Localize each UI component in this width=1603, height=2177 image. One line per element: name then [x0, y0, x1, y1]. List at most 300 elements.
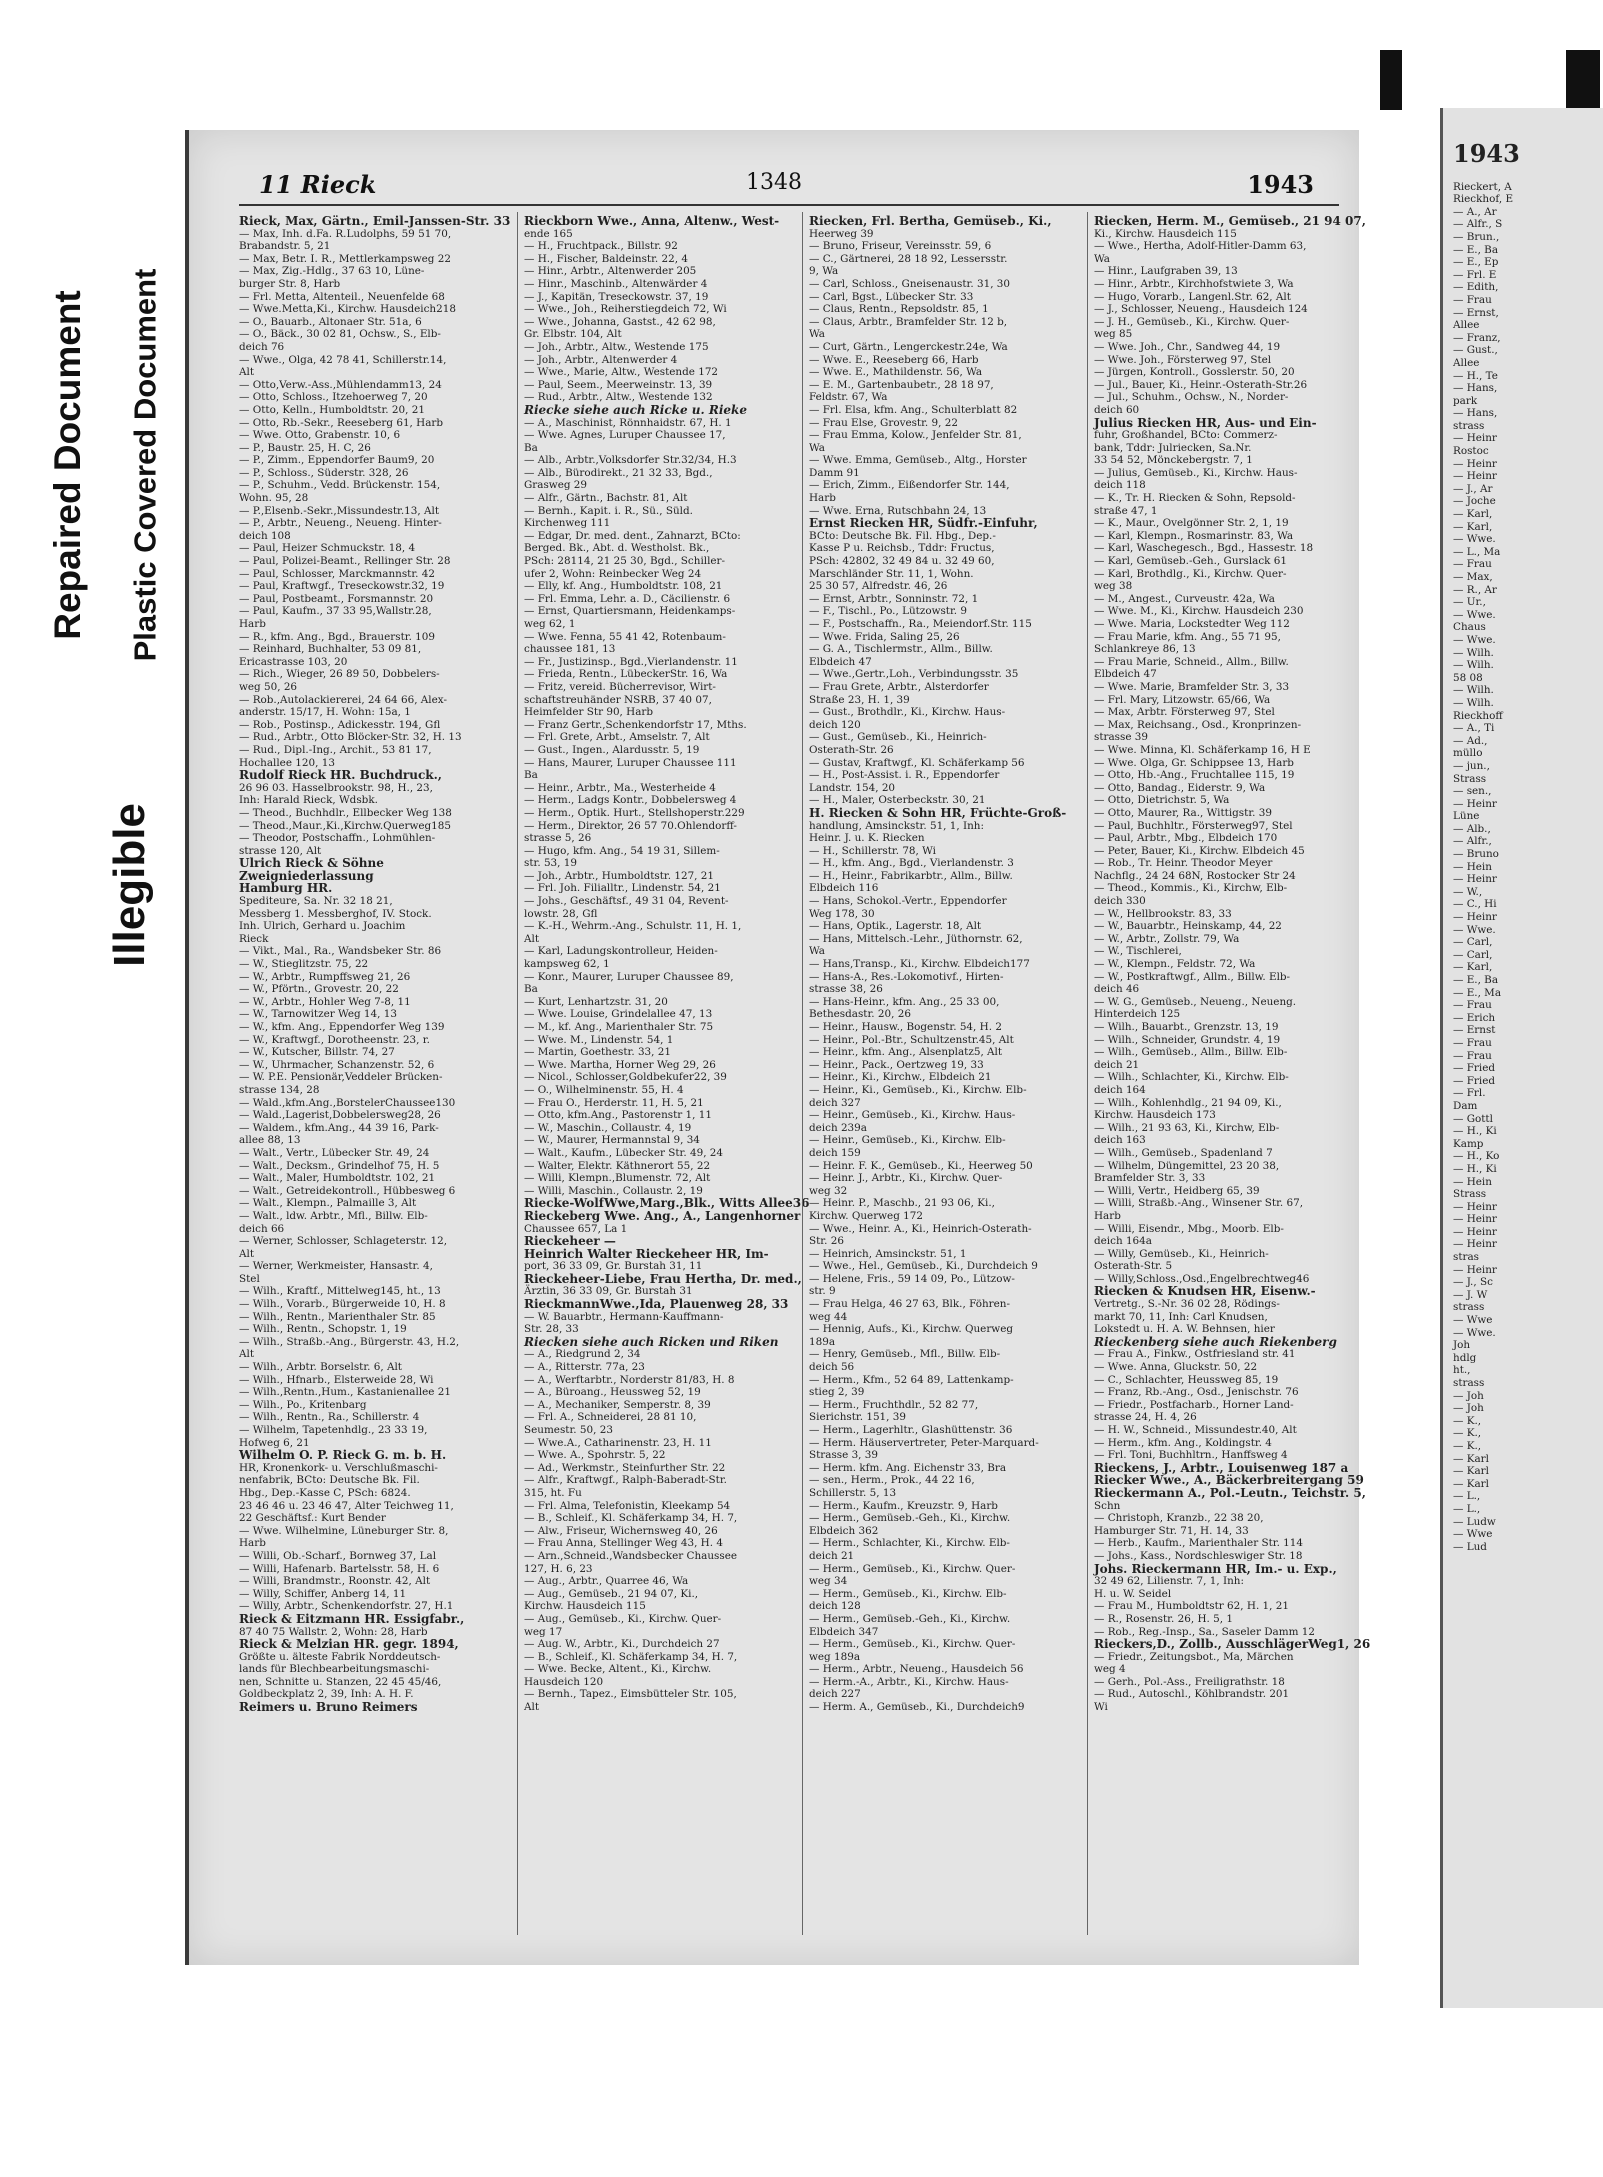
- directory-entry-line: — Wwe. M., Lindenstr. 54, 1: [524, 1033, 674, 1046]
- directory-entry-line: Ba: [524, 769, 538, 782]
- directory-entry-line: Heinr. J. u. K. Riecken: [809, 832, 925, 845]
- directory-entry-line: Rudolf Rieck HR. Buchdruck.,: [239, 768, 442, 783]
- adjacent-entry-line: — Lud: [1453, 1540, 1487, 1553]
- adjacent-entry-line: Strass: [1453, 1188, 1487, 1201]
- directory-entry-line: — Willi, Maschin., Collaustr. 2, 19: [524, 1184, 703, 1197]
- directory-entry-line: — Wilh., Straßb.-Ang., Bürgerstr. 43, H.2,: [239, 1335, 460, 1348]
- directory-entry-line: PSch: 28114, 21 25 30, Bgd., Schiller-: [524, 555, 726, 568]
- directory-entry-line: — Herm., Gemüseb., Ki., Kirchw. Quer-: [809, 1638, 1016, 1651]
- directory-entry-line: — Aug., Gemüseb., Ki., Kirchw. Quer-: [524, 1612, 722, 1625]
- column-separator: [517, 212, 518, 1935]
- adjacent-entry-line: — Heinr: [1453, 1213, 1497, 1226]
- directory-entry-line: — Paul, Polizei-Beamt., Rellinger Str. 28: [239, 555, 451, 568]
- directory-entry-line: — Karl, Brothdlg., Ki., Kirchw. Quer-: [1094, 567, 1287, 580]
- directory-entry-line: — P.,Elsenb.-Sekr.,Missundestr.13, Alt: [239, 504, 440, 517]
- directory-entry-line: — Helene, Fris., 59 14 09, Po., Lützow-: [809, 1272, 1015, 1285]
- adjacent-entry-line: Lüne: [1453, 810, 1480, 823]
- directory-entry-line: — A., Werftarbtr., Norderstr 81/83, H. 8: [524, 1373, 735, 1386]
- adjacent-entry-line: — Ludw: [1453, 1515, 1496, 1528]
- directory-entry-line: — Hinr., Arbtr., Kirchhofstwiete 3, Wa: [1094, 277, 1294, 290]
- directory-entry-line: — W., Arbtr., Hohler Weg 7-8, 11: [239, 995, 411, 1008]
- directory-entry-line: — Friedr., Zeitungsbot., Ma, Märchen: [1094, 1650, 1294, 1663]
- adjacent-entry-line: — L., Ma: [1453, 545, 1501, 558]
- directory-entry-line: Wa: [1094, 252, 1110, 265]
- directory-entry-line: — P., Baustr. 25, H. C, 26: [239, 441, 371, 454]
- directory-entry-line: deich 330: [1094, 895, 1146, 908]
- top-right-black-bar-2: [1566, 50, 1600, 112]
- adjacent-entry-line: — Heinr: [1453, 1238, 1497, 1251]
- directory-entry-line: — Johs., Geschäftsf., 49 31 04, Revent-: [524, 895, 729, 908]
- adjacent-entry-line: — Ernst,: [1453, 306, 1499, 319]
- directory-entry-line: — W., Bauarbtr., Heinskamp, 44, 22: [1094, 920, 1282, 933]
- adjacent-entry-line: — J., Ar: [1453, 482, 1493, 495]
- directory-entry-line: — Wwe. E., Mathildenstr. 56, Wa: [809, 366, 983, 379]
- directory-entry-line: Wi: [1094, 1701, 1108, 1714]
- directory-entry-line: — R., Rosenstr. 26, H. 5, 1: [1094, 1612, 1233, 1625]
- directory-entry-line: — Paul, Kraftwgf., Treseckowstr.32, 19: [239, 580, 445, 593]
- directory-entry-line: — Frau Helga, 46 27 63, Blk., Föhren-: [809, 1298, 1010, 1311]
- directory-entry-line: allee 88, 13: [239, 1134, 301, 1147]
- directory-entry-line: — Aug. W., Arbtr., Ki., Durchdeich 27: [524, 1638, 720, 1651]
- directory-entry-line: — Gerh., Pol.-Ass., Freiligrathstr. 18: [1094, 1675, 1285, 1688]
- adjacent-entry-line: — Alfr., S: [1453, 218, 1503, 231]
- adjacent-entry-line: — A., Ar: [1453, 205, 1497, 218]
- directory-entry-line: — Reinhard, Buchhalter, 53 09 81,: [239, 643, 422, 656]
- adjacent-entry-line: — Heinr: [1453, 1225, 1497, 1238]
- directory-entry-line: 33 54 52, Mönckebergstr. 7, 1: [1094, 454, 1253, 467]
- directory-entry-line: — O., Bäck., 30 02 81, Ochsw., S., Elb-: [239, 328, 441, 341]
- directory-entry-line: — M., kf. Ang., Marienthaler Str. 75: [524, 1021, 714, 1033]
- directory-entry-line: — P., Schloss., Süderstr. 328, 26: [239, 466, 409, 479]
- column-separator: [1087, 212, 1088, 1935]
- adjacent-entry-line: — Wilh.: [1453, 646, 1494, 659]
- directory-entry-line: Harb: [809, 492, 836, 505]
- directory-entry-line: — Rich., Wieger, 26 89 50, Dobbelers-: [239, 668, 440, 681]
- directory-entry-line: — Wwe. Otto, Grabenstr. 10, 6: [239, 429, 401, 442]
- directory-entry-line: — Wwe., Johanna, Gastst., 42 62 98,: [524, 315, 716, 328]
- directory-entry-line: — Joh., Arbtr., Humboldtstr. 127, 21: [524, 869, 715, 882]
- directory-entry-line: — Herm., Gemüseb.-Geh., Ki., Kirchw.: [809, 1612, 1011, 1625]
- directory-entry-line: — J., Kapitän, Treseckowstr. 37, 19: [524, 290, 709, 303]
- directory-entry-line: Wa: [809, 328, 825, 341]
- directory-entry-line: stieg 2, 39: [809, 1386, 865, 1399]
- page-header-left: 11 Rieck: [259, 170, 377, 199]
- directory-entry-line: — Otto, Schloss., Itzehoerweg 7, 20: [239, 391, 428, 404]
- directory-entry-line: deich 239a: [809, 1121, 867, 1134]
- directory-entry-line: — Hans, Optik., Lagerstr. 18, Alt: [809, 920, 982, 933]
- directory-entry-line: — Wwe. Olga, Gr. Schippsee 13, Harb: [1094, 756, 1294, 769]
- directory-entry-line: — Herm., Gemüseb., Ki., Kirchw. Quer-: [809, 1562, 1016, 1575]
- directory-entry-line: — H., kfm. Ang., Bgd., Vierlandenstr. 3: [809, 857, 1014, 870]
- adjacent-entry-line: — Heinr: [1453, 1200, 1497, 1213]
- directory-entry-line: — Willi, Straßb.-Ang., Winsener Str. 67,: [1094, 1197, 1304, 1210]
- directory-entry-line: — Paul, Schlosser, Marckmannstr. 42: [239, 567, 435, 580]
- directory-entry-line: — W., Postkraftwgf., Allm., Billw. Elb-: [1094, 970, 1291, 983]
- adjacent-entry-line: Dam: [1453, 1099, 1478, 1112]
- directory-entry-line: — Friedr., Postfacharb., Horner Land-: [1094, 1398, 1294, 1411]
- directory-entry-line: H. Riecken & Sohn HR, Früchte-Groß-: [809, 805, 1067, 820]
- directory-entry-line: — Wilh., Kraftf., Mittelweg145, ht., 13: [239, 1285, 441, 1298]
- directory-entry-line: — Walt., Decksm., Grindelhof 75, H. 5: [239, 1159, 440, 1172]
- directory-entry-line: Str. 28, 33: [524, 1323, 579, 1336]
- adjacent-page: [1440, 108, 1603, 2008]
- directory-entry-line: — Erich, Zimm., Eißendorfer Str. 144,: [809, 479, 1010, 492]
- directory-entry-line: Stel: [239, 1272, 260, 1285]
- directory-entry-line: Riecken, Frl. Bertha, Gemüseb., Ki.,: [809, 214, 1052, 228]
- adjacent-entry-line: — Joh: [1453, 1389, 1484, 1402]
- directory-entry-line: — Paul, Kaufm., 37 33 95,Wallstr.28,: [239, 605, 432, 618]
- directory-entry-line: kampsweg 62, 1: [524, 958, 610, 971]
- adjacent-entry-line: 58 08: [1453, 671, 1483, 684]
- directory-entry-line: — Heinr., kfm. Ang., Alsenplatz5, Alt: [809, 1046, 1003, 1059]
- directory-entry-line: — Karl, Klempn., Rosmarinstr. 83, Wa: [1094, 529, 1294, 542]
- directory-entry-line: — Karl, Waschegesch., Bgd., Hassestr. 18: [1094, 542, 1314, 555]
- directory-entry-line: — Herm., Optik. Hurt., Stellshoperstr.229: [524, 806, 745, 819]
- directory-entry-line: Ba: [524, 441, 538, 454]
- directory-entry-line: 127, H. 6, 23: [524, 1562, 593, 1575]
- adjacent-entry-line: — E., Ba: [1453, 243, 1499, 256]
- directory-entry-line: handlung, Amsinckstr. 51, 1, Inh:: [809, 819, 984, 832]
- directory-entry-line: — Wwe. Louise, Grindelallee 47, 13: [524, 1008, 713, 1021]
- directory-entry-line: Heerweg 39: [809, 227, 874, 240]
- directory-entry-line: Hausdeich 120: [524, 1675, 604, 1688]
- directory-entry-line: — Herm., Direktor, 26 57 70.Ohlendorff-: [524, 819, 737, 832]
- directory-entry-line: Osterath-Str. 26: [809, 743, 894, 756]
- adjacent-entry-line: — L.,: [1453, 1502, 1481, 1515]
- directory-entry-line: Brabandstr. 5, 21: [239, 240, 331, 253]
- directory-entry-line: chaussee 181, 13: [524, 643, 616, 656]
- adjacent-entry-line: — E., Ma: [1453, 986, 1502, 999]
- adjacent-entry-line: hdlg: [1453, 1351, 1477, 1364]
- directory-entry-line: — Fritz, vereid. Bücherrevisor, Wirt-: [524, 680, 716, 693]
- directory-entry-line: Julius Riecken HR, Aus- und Ein-: [1094, 415, 1317, 430]
- directory-entry-line: — Herm., Arbtr., Neueng., Hausdeich 56: [809, 1663, 1024, 1676]
- directory-entry-line: — Frau Marie, kfm. Ang., 55 71 95,: [1094, 630, 1281, 643]
- directory-entry-line: weg 62, 1: [524, 618, 576, 630]
- adjacent-entry-line: — Heinr: [1453, 873, 1497, 886]
- adjacent-entry-line: — Fried: [1453, 1062, 1495, 1075]
- directory-entry-line: — Wwe. Fenna, 55 41 42, Rotenbaum-: [524, 630, 726, 643]
- adjacent-entry-line: — Gust.,: [1453, 344, 1498, 357]
- directory-entry-line: — Hugo, Vorarb., Langenl.Str. 62, Alt: [1094, 290, 1291, 303]
- directory-entry-line: Wilhelm O. P. Rieck G. m. b. H.: [239, 1448, 447, 1463]
- directory-entry-line: — Frau O., Herderstr. 11, H. 5, 21: [524, 1096, 704, 1109]
- directory-entry-line: — Hugo, kfm. Ang., 54 19 31, Sillem-: [524, 844, 720, 857]
- directory-entry-line: Gr. Elbstr. 104, Alt: [524, 328, 622, 341]
- directory-entry-line: — Wilhelm, Düngemittel, 23 20 38,: [1094, 1159, 1280, 1172]
- directory-entry-line: — A., Ritterstr. 77a, 23: [524, 1361, 645, 1374]
- adjacent-entry-line: — C., Hi: [1453, 898, 1497, 911]
- adjacent-entry-line: — W.,: [1453, 885, 1483, 898]
- directory-entry-line: — Herm., Ladgs Kontr., Dobbelersweg 4: [524, 794, 737, 807]
- directory-entry-line: Rieckeheer-Liebe, Frau Hertha, Dr. med.,: [524, 1271, 802, 1286]
- directory-entry-line: — Franz Gertr.,Schenkendorfstr 17, Mths.: [524, 718, 747, 731]
- adjacent-entry-line: Chaus: [1453, 621, 1486, 634]
- directory-entry-line: — Johs., Kass., Nordschleswiger Str. 18: [1094, 1549, 1303, 1562]
- directory-entry-line: — G. A., Tischlermstr., Allm., Billw.: [809, 643, 993, 656]
- directory-entry-line: — Theod., Buchhdlr., Ellbecker Weg 138: [239, 806, 452, 819]
- directory-entry-line: Elbdeich 47: [809, 655, 872, 668]
- directory-entry-line: H. u. W. Seidel: [1094, 1587, 1172, 1600]
- directory-entry-line: deich 60: [1094, 403, 1140, 416]
- header-rule: [239, 204, 1339, 206]
- adjacent-entry-line: Allee: [1453, 356, 1480, 369]
- directory-entry-line: — Nicol., Schlosser,Goldbekufer22, 39: [524, 1071, 727, 1084]
- adjacent-entry-line: — Frau: [1453, 1049, 1492, 1062]
- directory-entry-line: — Willy, Schiffer, Anberg 14, 11: [239, 1587, 407, 1600]
- directory-entry-line: — Theodor, Postschaffn., Lohmühlen-: [239, 832, 436, 845]
- directory-entry-line: deich 118: [1094, 479, 1146, 492]
- directory-entry-line: Osterath-Str. 5: [1094, 1260, 1173, 1273]
- directory-entry-line: — Heinr., Gemüseb., Ki., Kirchw. Haus-: [809, 1109, 1016, 1122]
- directory-entry-line: — Bruno, Friseur, Vereinsstr. 59, 6: [809, 240, 992, 253]
- directory-entry-line: lands für Blechbearbeitungsmaschi-: [239, 1663, 430, 1676]
- directory-entry-line: — Herm. A., Gemüseb., Ki., Durchdeich9: [809, 1701, 1025, 1714]
- directory-entry-line: — Jul., Schuhm., Ochsw., N., Norder-: [1094, 391, 1289, 404]
- directory-entry-line: Hofweg 6, 21: [239, 1436, 310, 1449]
- adjacent-entry-line: — Hein: [1453, 860, 1492, 873]
- directory-entry-line: — Wald.,Lagerist,Dobbelersweg28, 26: [239, 1109, 441, 1122]
- directory-entry-line: — Hans,Transp., Ki., Kirchw. Elbdeich177: [809, 958, 1030, 971]
- directory-entry-line: — Rud., Dipl.-Ing., Archit., 53 81 17,: [239, 743, 432, 756]
- directory-entry-line: — Herm. Häuservertreter, Peter-Marquard-: [809, 1436, 1039, 1449]
- directory-entry-line: — Kurt, Lenhartzstr. 31, 20: [524, 995, 668, 1008]
- directory-entry-line: — Wilh., Hfnarb., Elsterweide 28, Wi: [239, 1373, 434, 1386]
- directory-entry-line: — Carl, Bgst., Lübecker Str. 33: [809, 290, 974, 303]
- directory-entry-line: Rieckeberg Wwe. Ang., A., Langenhorner: [524, 1208, 801, 1223]
- directory-entry-line: deich 227: [809, 1688, 861, 1701]
- directory-entry-line: Riecken siehe auch Ricken und Riken: [524, 1334, 779, 1349]
- directory-entry-line: Rieck & Eitzmann HR. Essigfabr.,: [239, 1611, 465, 1626]
- adjacent-entry-line: — Heinr: [1453, 911, 1497, 924]
- directory-entry-line: 315, ht. Fu: [524, 1486, 582, 1499]
- directory-entry-line: Alt: [239, 366, 255, 379]
- directory-entry-line: weg 38: [1094, 580, 1133, 593]
- directory-entry-line: — Martin, Goethestr. 33, 21: [524, 1046, 672, 1059]
- directory-entry-line: Elbdeich 362: [809, 1524, 879, 1537]
- directory-entry-line: — A., Riedgrund 2, 34: [524, 1348, 641, 1361]
- adjacent-entry-line: — Frau: [1453, 999, 1492, 1012]
- directory-entry-line: — Frl. A., Schneiderei, 28 81 10,: [524, 1411, 697, 1424]
- directory-entry-line: — Konr., Maurer, Luruper Chaussee 89,: [524, 970, 734, 983]
- directory-entry-line: — Fr., Justizinsp., Bgd.,Vierlandenstr. 11: [524, 655, 738, 668]
- directory-entry-line: — Alb., Bürodirekt., 21 32 33, Bgd.,: [524, 466, 713, 479]
- directory-entry-line: — Heinr. P., Maschb., 21 93 06, Ki.,: [809, 1197, 995, 1210]
- directory-entry-line: — Arn.,Schneid.,Wandsbecker Chaussee: [524, 1549, 737, 1562]
- directory-entry-line: Rieckermann A., Pol.-Leutn., Teichstr. 5,: [1094, 1485, 1366, 1500]
- adjacent-entry-line: — Frl.: [1453, 1087, 1486, 1100]
- directory-entry-line: Hinterdeich 125: [1094, 1008, 1181, 1021]
- directory-entry-line: — Max, Inh. d.Fa. R.Ludolphs, 59 51 70,: [239, 227, 452, 240]
- directory-entry-line: — Hinr., Maschinb., Altenwärder 4: [524, 277, 708, 290]
- directory-entry-line: Straße 23, H. 1, 39: [809, 693, 910, 706]
- adjacent-entry-line: — R., Ar: [1453, 583, 1497, 596]
- directory-entry-line: Alt: [239, 1348, 255, 1361]
- directory-entry-line: — Wwe. E., Reeseberg 66, Harb: [809, 353, 979, 366]
- adjacent-entry-line: — jun.,: [1453, 759, 1490, 772]
- directory-entry-line: — Otto, Kelln., Humboldtstr. 20, 21: [239, 403, 425, 416]
- directory-entry-line: — Theod., Kommis., Ki., Kirchw, Elb-: [1094, 882, 1288, 895]
- directory-entry-line: Sierichstr. 151, 39: [809, 1411, 906, 1424]
- adjacent-entry-line: Rieckhoff: [1453, 709, 1503, 722]
- directory-entry-line: — Werner, Werkmeister, Hansastr. 4,: [239, 1260, 433, 1273]
- adjacent-entry-line: — Wwe: [1453, 1314, 1493, 1327]
- directory-entry-line: Riecken & Knudsen HR, Eisenw.-: [1094, 1284, 1316, 1299]
- directory-entry-line: HR, Kronenkork- u. Verschlußmaschi-: [239, 1461, 438, 1474]
- directory-entry-line: — Otto, Dietrichstr. 5, Wa: [1094, 794, 1230, 807]
- directory-entry-line: — Wwe. Marie, Bramfelder Str. 3, 33: [1094, 680, 1290, 693]
- directory-entry-line: — Otto,Verw.-Ass.,Mühlendamm13, 24: [239, 378, 442, 391]
- directory-entry-line: — Willy,Schloss.,Osd.,Engelbrechtweg46: [1094, 1272, 1310, 1285]
- adjacent-entry-line: — A., Ti: [1453, 722, 1495, 735]
- directory-entry-line: — H., Heinr., Fabrikarbtr., Allm., Billw.: [809, 869, 1013, 882]
- directory-entry-line: Harb: [239, 618, 266, 630]
- directory-entry-line: 25 30 57, Alfredstr. 46, 26: [809, 580, 948, 593]
- directory-entry-line: — W. P.E. Pensionär,Veddeler Brücken-: [239, 1071, 443, 1084]
- adjacent-entry-line: strass: [1453, 1301, 1485, 1314]
- directory-entry-line: Größte u. älteste Fabrik Norddeutsch-: [239, 1650, 441, 1663]
- directory-entry-line: Ernst Riecken HR, Südfr.-Einfuhr,: [809, 516, 1038, 531]
- directory-entry-line: weg 50, 26: [239, 680, 298, 693]
- directory-entry-line: deich 164: [1094, 1083, 1146, 1096]
- directory-entry-line: — R., kfm. Ang., Bgd., Brauerstr. 109: [239, 630, 436, 643]
- directory-entry-line: Nachflg., 24 24 68N, Rostocker Str 24: [1094, 869, 1296, 882]
- adjacent-entry-line: — Alfr.,: [1453, 835, 1492, 848]
- directory-entry-line: RieckmannWwe.,Ida, Plauenweg 28, 33: [524, 1297, 789, 1312]
- directory-entry-line: — Paul, Buchhltr., Försterweg97, Stel: [1094, 819, 1293, 832]
- adjacent-entry-line: — J., Sc: [1453, 1276, 1493, 1289]
- directory-entry-line: — Hans-A., Res.-Lokomotivf., Hirten-: [809, 970, 1004, 983]
- directory-entry-line: Riecke-WolfWwe,Marg.,Blk., Witts Allee36: [524, 1196, 810, 1211]
- adjacent-entry-line: — H., Ki: [1453, 1162, 1497, 1175]
- directory-entry-line: — Wwe., Hel., Gemüseb., Ki., Durchdeich 9: [809, 1260, 1038, 1273]
- directory-entry-line: — Karl, Gemüseb.-Geh., Gurslack 61: [1094, 555, 1287, 568]
- directory-entry-line: — O., Bauarb., Altonaer Str. 51a, 6: [239, 315, 422, 328]
- adjacent-entry-line: — Erich: [1453, 1011, 1496, 1024]
- directory-entry-line: — Rob., Postinsp., Adickesstr. 194, Gfl: [239, 718, 441, 731]
- adjacent-entry-line: park: [1453, 394, 1478, 407]
- directory-entry-line: — W., kfm. Ang., Eppendorfer Weg 139: [239, 1021, 445, 1033]
- directory-entry-line: — Wilh., Rentn., Marienthaler Str. 85: [239, 1310, 436, 1323]
- directory-entry-line: — Wwe. Joh., Försterweg 97, Stel: [1094, 353, 1272, 366]
- directory-entry-line: PSch: 42802, 32 49 84 u. 32 49 60,: [809, 555, 995, 568]
- directory-entry-line: Inh. Ulrich, Gerhard u. Joachim: [239, 920, 406, 933]
- directory-entry-line: Ba: [524, 983, 538, 996]
- directory-entry-line: — Rud., Autoschl., Köhlbrandstr. 201: [1094, 1688, 1290, 1701]
- directory-entry-line: — Wwe. Becke, Altent., Ki., Kirchw.: [524, 1663, 712, 1676]
- directory-entry-line: deich 128: [809, 1600, 861, 1613]
- directory-entry-line: Riecker Wwe., A., Bäckerbreitergang 59: [1094, 1473, 1364, 1488]
- directory-entry-line: — Wwe., Hertha, Adolf-Hitler-Damm 63,: [1094, 240, 1307, 253]
- directory-entry-line: deich 46: [1094, 983, 1140, 996]
- directory-entry-line: — Otto, Hb.-Ang., Fruchtallee 115, 19: [1094, 769, 1295, 782]
- adjacent-entry-line: — Joh: [1453, 1402, 1484, 1415]
- directory-entry-line: — Wwe., Joh., Reiherstiegdeich 72, Wi: [524, 303, 727, 316]
- directory-entry-line: Wohn. 95, 28: [239, 492, 309, 505]
- directory-entry-line: — Claus, Rentn., Repsoldstr. 85, 1: [809, 303, 989, 316]
- directory-entry-line: — Herm., Kaufm., Kreuzstr. 9, Harb: [809, 1499, 998, 1512]
- directory-entry-line: — Gust., Brothdlr., Ki., Kirchw. Haus-: [809, 706, 1006, 719]
- directory-entry-line: — J. H., Gemüseb., Ki., Kirchw. Quer-: [1094, 315, 1290, 328]
- directory-entry-line: deich 66: [239, 1222, 285, 1235]
- directory-entry-line: Rieck, Max, Gärtn., Emil-Janssen-Str. 33: [239, 214, 511, 228]
- directory-entry-line: 32 49 62, Lilienstr. 7, 1, Inh:: [1094, 1575, 1244, 1588]
- adjacent-entry-line: — sen.,: [1453, 785, 1492, 798]
- directory-entry-line: — Heinr., Pol.-Btr., Schultzenstr.45, Alt: [809, 1033, 1014, 1046]
- directory-entry-line: — Heinr., Arbtr., Ma., Westerheide 4: [524, 781, 716, 794]
- directory-entry-line: deich 21: [1094, 1058, 1140, 1071]
- directory-entry-line: Kirchenweg 111: [524, 517, 611, 530]
- directory-entry-line: — Paul, Heizer Schmuckstr. 18, 4: [239, 542, 416, 555]
- adjacent-entry-line: — Hein: [1453, 1175, 1492, 1188]
- adjacent-entry-line: — K.,: [1453, 1427, 1482, 1440]
- directory-entry-line: — O., Wilhelminenstr. 55, H. 4: [524, 1083, 684, 1096]
- directory-entry-line: Vertretg., S.-Nr. 36 02 28, Rödings-: [1094, 1298, 1280, 1311]
- directory-entry-line: — Alb., Arbtr.,Volksdorfer Str.32/34, H.3: [524, 454, 737, 467]
- directory-entry-line: — Willy, Arbtr., Schenkendorfstr. 27, H.1: [239, 1600, 454, 1613]
- directory-entry-line: — Herm., Lagerhltr., Glashüttenstr. 36: [809, 1424, 1013, 1436]
- adjacent-entry-line: — Heinr: [1453, 797, 1497, 810]
- directory-entry-line: — Willi, Hafenarb. Bartelsstr. 58, H. 6: [239, 1562, 440, 1575]
- directory-entry-line: Alt: [239, 1247, 255, 1260]
- directory-entry-line: — Willi, Brandmstr., Roonstr. 42, Alt: [239, 1575, 431, 1588]
- directory-entry-line: — Hans-Heinr., kfm. Ang., 25 33 00,: [809, 995, 1000, 1008]
- directory-entry-line: 189a: [809, 1335, 836, 1348]
- adjacent-entry-line: — Frau: [1453, 293, 1492, 306]
- directory-entry-line: weg 44: [809, 1310, 848, 1323]
- adjacent-entry-line: — E., Ba: [1453, 974, 1499, 986]
- directory-entry-line: Johs. Rieckermann HR, Im.- u. Exp.,: [1094, 1561, 1337, 1576]
- directory-entry-line: deich 327: [809, 1096, 861, 1109]
- directory-entry-line: — Joh., Arbtr., Altenwerder 4: [524, 353, 678, 366]
- adjacent-entry-line: — Brun.,: [1453, 230, 1500, 243]
- directory-entry-line: — K.-H., Wehrm.-Ang., Schulstr. 11, H. 1,: [524, 920, 742, 933]
- directory-entry-line: weg 85: [1094, 328, 1133, 341]
- adjacent-entry-line: — Heinr: [1453, 1263, 1497, 1276]
- directory-entry-line: — Gust., Gemüseb., Ki., Heinrich-: [809, 731, 987, 744]
- directory-entry-line: — E. M., Gartenbaubetr., 28 18 97,: [809, 378, 994, 391]
- adjacent-entry-line: — Frau: [1453, 558, 1492, 571]
- directory-entry-line: — K., Maur., Ovelgönner Str. 2, 1, 19: [1094, 517, 1289, 530]
- directory-entry-line: — Frau Grete, Arbtr., Alsterdorfer: [809, 680, 989, 693]
- directory-entry-line: — W., Arbtr., Rumpffsweg 21, 26: [239, 970, 411, 983]
- adjacent-entry-line: — Wwe.: [1453, 633, 1496, 646]
- directory-entry-line: Heimfelder Str 90, Harb: [524, 706, 654, 719]
- directory-entry-line: — Alw., Friseur, Wichernsweg 40, 26: [524, 1524, 718, 1537]
- directory-entry-line: — Carl, Schloss., Gneisenaustr. 31, 30: [809, 277, 1011, 290]
- adjacent-entry-line: strass: [1453, 1377, 1485, 1389]
- directory-entry-line: — Walt., Kaufm., Lübecker Str. 49, 24: [524, 1146, 724, 1159]
- directory-entry-line: 26 96 03. Hasselbrookstr. 98, H., 23,: [239, 781, 433, 794]
- directory-entry-line: — C., Gärtnerei, 28 18 92, Lessersstr.: [809, 252, 1008, 265]
- directory-entry-line: schaftstreuhänder NSRB, 37 40 07,: [524, 693, 712, 706]
- directory-entry-line: — A., Mechaniker, Semperstr. 8, 39: [524, 1398, 711, 1411]
- directory-entry-line: — Wwe. Martha, Horner Weg 29, 26: [524, 1058, 716, 1071]
- directory-entry-line: ende 165: [524, 227, 573, 240]
- adjacent-entry-line: Allee: [1453, 319, 1480, 332]
- directory-entry-line: Strasse 3, 39: [809, 1449, 879, 1462]
- directory-entry-line: — Theod.,Maur.,Ki.,Kirchw.Querweg185: [239, 819, 452, 832]
- directory-entry-line: — Hans, Schokol.-Vertr., Eppendorfer: [809, 895, 1007, 908]
- directory-entry-line: Zweigniederlassung: [239, 868, 374, 883]
- adjacent-entry-line: — Franz,: [1453, 331, 1501, 344]
- directory-entry-line: — Frau Else, Grovestr. 9, 22: [809, 416, 958, 429]
- adjacent-entry-line: — Karl,: [1453, 520, 1493, 533]
- directory-entry-line: — Herm. kfm. Ang. Eichenstr 33, Bra: [809, 1461, 1007, 1474]
- adjacent-entry-line: — Wilh.: [1453, 659, 1494, 672]
- illegible-label: Illegible: [105, 803, 155, 967]
- directory-entry-line: — P., Arbtr., Neueng., Neueng. Hinter-: [239, 517, 442, 530]
